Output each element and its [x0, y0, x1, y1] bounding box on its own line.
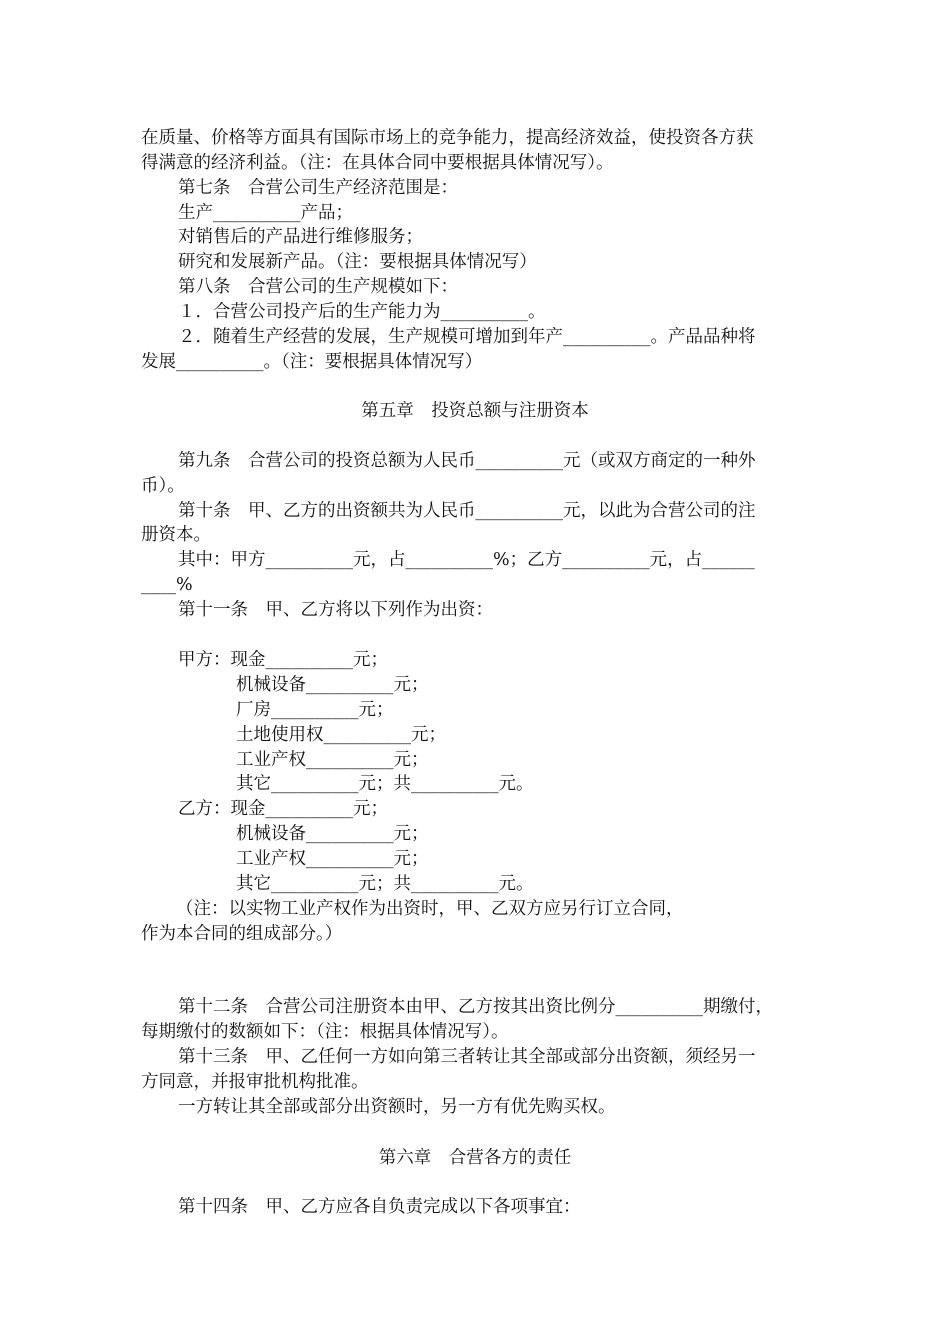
paragraph-line: 研究和发展新产品。（注：要根据具体情况写） [178, 252, 537, 272]
paragraph-line: 在质量、价格等方面具有国际市场上的竞争能力，提高经济效益，使投资各方获 [141, 128, 754, 148]
party-a-plant: 厂房__________元； [236, 700, 394, 720]
article-14: 第十四条 甲、乙方应各自负责完成以下各项事宜： [178, 1197, 581, 1217]
article-11: 第十一条 甲、乙方将以下列作为出资： [178, 600, 493, 620]
paragraph-line: 得满意的经济利益。（注：在具体合同中要根据具体情况写）。 [141, 153, 614, 173]
party-b-other: 其它__________元；共__________元。 [236, 874, 534, 894]
party-a-machinery: 机械设备__________元； [236, 675, 429, 695]
paragraph-line: 册资本。 [141, 525, 211, 545]
paragraph-line: 方同意，并报审批机构批准。 [141, 1072, 369, 1092]
party-a-other: 其它__________元；共__________元。 [236, 774, 534, 794]
paragraph-line: 其中：甲方__________元，占__________%；乙方__________元，占______ [178, 550, 755, 570]
party-a-ip: 工业产权__________元； [236, 750, 429, 770]
paragraph-line: 发展__________。（注：要根据具体情况写） [141, 352, 483, 372]
paragraph-line: 每期缴付的数额如下：（注：根据具体情况写）。 [141, 1022, 509, 1042]
article-13: 第十三条 甲、乙任何一方如向第三者转让其全部或部分出资额，须经另一 [178, 1047, 756, 1067]
party-a-land: 土地使用权__________元； [236, 725, 446, 745]
chapter-6-heading: 第六章 合营各方的责任 [378, 1148, 572, 1168]
party-b-machinery: 机械设备__________元； [236, 824, 429, 844]
article-7: 第七条 合营公司生产经济范围是： [178, 178, 458, 198]
note-line: （注：以实物工业产权作为出资时，甲、乙双方应另行订立合同， [176, 899, 684, 919]
party-a-cash: 甲方：现金__________元； [178, 650, 388, 670]
note-line: 作为本合同的组成部分。） [141, 924, 343, 944]
article-10: 第十条 甲、乙方的出资额共为人民币__________元，以此为合营公司的注 [178, 501, 756, 521]
party-b-ip: 工业产权__________元； [236, 849, 429, 869]
paragraph-line: 生产__________产品； [178, 203, 353, 223]
paragraph-line: ２．随着生产经营的发展，生产规模可增加到年产__________。产品品种将 [178, 327, 756, 347]
article-8: 第八条 合营公司的生产规模如下： [178, 277, 458, 297]
paragraph-line: 一方转让其全部或部分出资额时，另一方有优先购买权。 [178, 1097, 616, 1117]
article-9: 第九条 合营公司的投资总额为人民币__________元（或双方商定的一种外 [178, 451, 756, 471]
article-12: 第十二条 合营公司注册资本由甲、乙方按其出资比例分__________期缴付， [178, 997, 773, 1017]
paragraph-line: 币）。 [141, 476, 185, 496]
paragraph-line: ____% [141, 575, 193, 595]
paragraph-line: １．合营公司投产后的生产能力为__________。 [178, 302, 546, 322]
paragraph-line: 对销售后的产品进行维修服务； [178, 227, 423, 247]
chapter-5-heading: 第五章 投资总额与注册资本 [361, 401, 589, 421]
party-b-cash: 乙方：现金__________元； [178, 799, 388, 819]
